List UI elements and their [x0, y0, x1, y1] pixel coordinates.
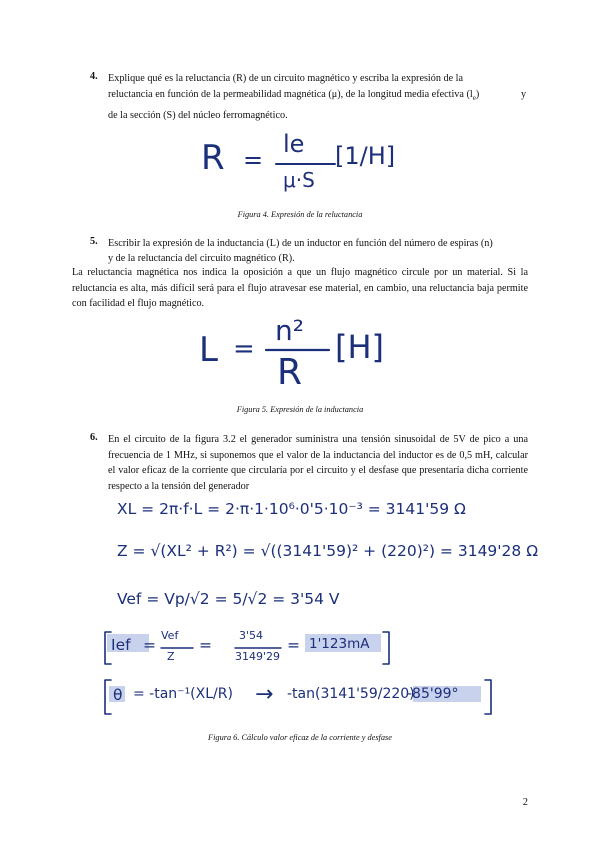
calc-ief-frac1-num: Vef — [161, 629, 179, 642]
calc-z: Z = √(XL² + R²) = √((3141'59)² + (220)²) = 3149'28 Ω — [117, 542, 539, 560]
calc-ief-frac1-den: Z — [167, 650, 175, 663]
q4-line-3: de la sección (S) del núcleo ferromagnético. — [108, 110, 288, 121]
q5-answer: La reluctancia magnética nos indica la oposición a que un flujo magnético circule por un material. Si la reluctancia es alta, más difícil será para el flujo atravesar ese material, en cambio, una reluctancia baja permite con facilidad el flujo magnético. — [72, 267, 528, 309]
q4-line-2 — [108, 87, 479, 107]
eq5-numerator: n² — [275, 314, 304, 347]
calc-ief-lhs: Ief — [111, 636, 131, 654]
page-number: 2 — [522, 797, 528, 808]
calc-theta-mid: = -tan⁻¹(XL/R) — [133, 686, 233, 702]
eq4-lhs: R — [201, 138, 225, 178]
calc-theta-arrow: → — [255, 682, 274, 707]
calc-ief-eq3: = — [287, 636, 300, 654]
figure-4-caption: Figura 4. Expresión de la reluctancia — [237, 210, 363, 219]
calc-ief-frac2-den: 3149'29 — [235, 650, 281, 663]
eq5-unit: [H] — [335, 328, 385, 366]
q4-line-1: Explique qué es la reluctancia (R) de un circuito magnético y escriba la expresión de la — [108, 73, 464, 84]
eq4-denominator: μ·S — [283, 168, 315, 192]
q4-subscript-e: e — [472, 94, 476, 103]
figure-5-inductance-equation — [195, 314, 405, 403]
eq5-equals: = — [233, 334, 255, 364]
calc-ief-eq1: = — [143, 636, 156, 654]
calc-vef: Vef = Vp/√2 = 5/√2 = 3'54 V — [117, 590, 340, 608]
q5-line-1: Escribir la expresión de la inductancia (L) de un inductor en función del número de espiras (n) — [108, 238, 493, 249]
eq4-equals: = — [243, 146, 264, 174]
figure-6-calculations — [95, 490, 539, 725]
q5-line-2: y de la reluctancia del circuito magnético (R). — [108, 253, 295, 264]
calc-theta-result: -85'99° — [407, 686, 459, 702]
calc-ief-frac2-num: 3'54 — [239, 629, 264, 642]
calc-ief-result: 1'123mA — [309, 636, 370, 652]
figure-6-caption: Figura 6. Cálculo valor eficaz de la corriente y desfase — [208, 733, 392, 742]
q4-number: 4. — [90, 71, 98, 82]
calc-xl: XL = 2π·f·L = 2·π·1·10⁶·0'5·10⁻³ = 3141'59 Ω — [117, 500, 466, 518]
calc-theta-lhs: θ — [113, 686, 123, 704]
eq5-denominator: R — [277, 352, 303, 393]
figure-5-caption: Figura 5. Expresión de la inductancia — [236, 405, 364, 414]
q4-line-2-text: reluctancia en función de la permeabilidad magnética (μ), de la longitud media efectiva (l — [108, 89, 473, 100]
q6-number: 6. — [90, 432, 98, 443]
eq4-unit: [1/H] — [335, 142, 396, 170]
q4-line-2-end: y — [521, 89, 527, 100]
figure-4-reluctance-equation — [195, 130, 425, 205]
q5-number: 5. — [90, 236, 98, 247]
q4-paren-close: ) — [475, 89, 480, 100]
eq4-numerator: le — [283, 130, 305, 158]
eq5-lhs: L — [199, 330, 218, 370]
calc-ief-eq2: = — [199, 636, 212, 654]
q6-text: En el circuito de la figura 3.2 el generador suministra una tensión sinusoidal de 5V de pico a una frecuencia de 1 MHz, si suponemos que el valor de la inductancia del inductor es de 0,5 mH, calcular el valor eficaz de la corriente que circularía por el circuito y el desfase que presentaría dicha corriente respecto a la tensión del generador — [108, 434, 528, 492]
eq4-fraction-bar — [275, 162, 337, 166]
calc-theta-rhs: -tan(3141'59/220) — [287, 686, 415, 702]
